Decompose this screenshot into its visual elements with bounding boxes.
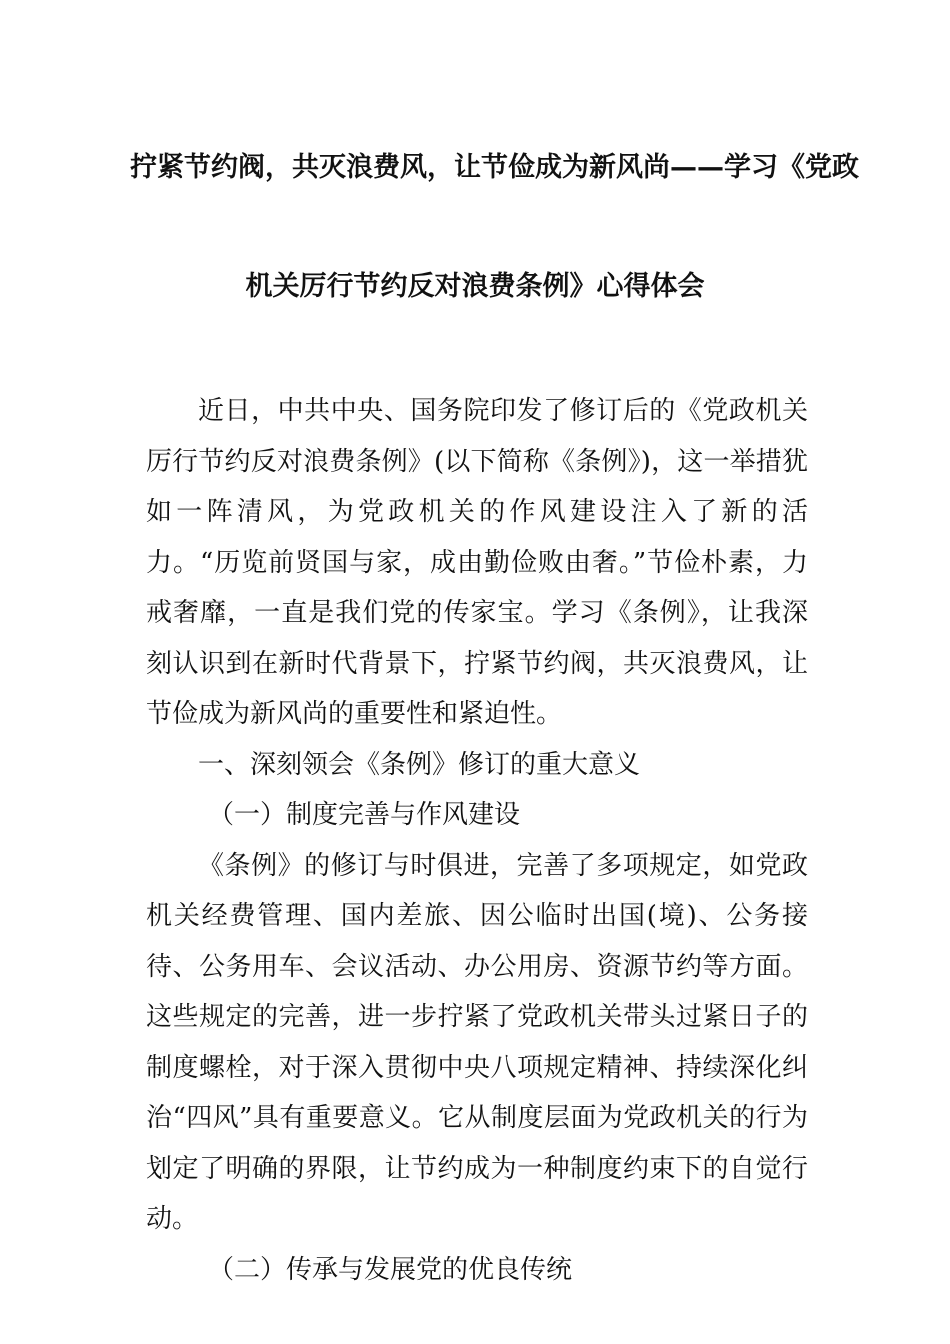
subsection-heading-2: （二）传承与发展党的优良传统 <box>208 1254 573 1285</box>
intro-paragraph: 近日，中共中央、国务院印发了修订后的《党政机关厉行节约反对浪费条例》(以下简称《条例》)，这一举措犹如一阵清风，为党政机关的作风建设注入了新的活力。“历览前贤国与家，成由勤俭败由奢。”节俭朴素，力戒奢靡，一直是我们党的传家宝。学习《条例》，让我深刻认识到在新时代背景下，拧紧节约阀，共灭浪费风，让节俭成为新风尚的重要性和紧迫性。 <box>146 396 808 729</box>
section-heading-1: 一、深刻领会《条例》修订的重大意义 <box>198 749 641 780</box>
subsection-heading-1: （一）制度完善与作风建设 <box>208 800 521 830</box>
document-body <box>146 386 808 1295</box>
title-line-1: 拧紧节约阀，共灭浪费风，让节俭成为新风尚——学习《党政 <box>130 152 859 183</box>
subsection-1-paragraph: 《条例》的修订与时俱进，完善了多项规定，如党政机关经费管理、国内差旅、因公临时出国(境)、公务接待、公务用车、会议活动、办公用房、资源节约等方面。这些规定的完善，进一步拧紧了党政机关带头过紧日子的制度螺栓，对于深入贯彻中央八项规定精神、持续深化纠治“四风”具有重要意义。它从制度层面为党政机关的行为划定了明确的界限，让节约成为一种制度约束下的自觉行动。 <box>146 850 808 1234</box>
title-line-2: 机关厉行节约反对浪费条例》心得体会 <box>245 271 705 302</box>
